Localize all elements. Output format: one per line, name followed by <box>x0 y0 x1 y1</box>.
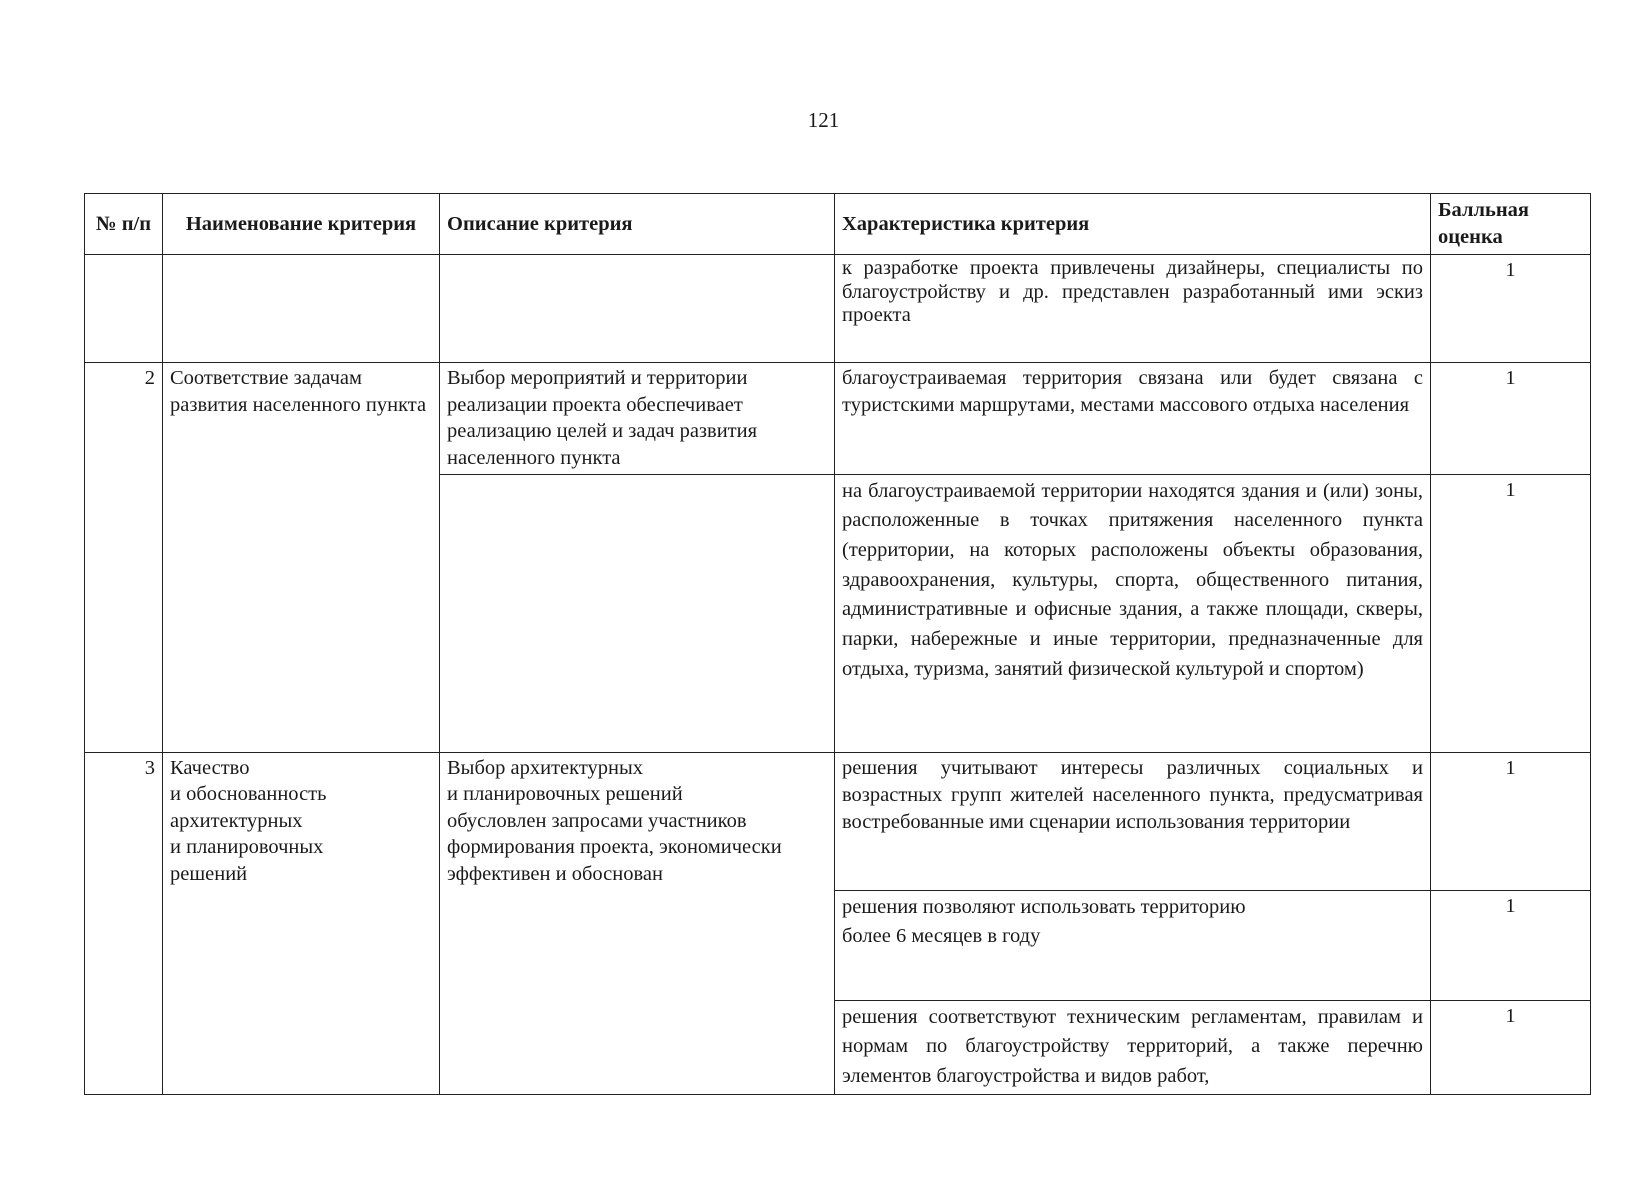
cell-name <box>163 752 440 1094</box>
cell-description <box>440 752 835 1094</box>
header-name: Наименование критерия <box>163 194 440 255</box>
header-description: Описание критерия <box>440 194 835 255</box>
name-line: решений <box>170 863 248 886</box>
page-number: 121 <box>807 108 840 132</box>
characteristic-line: более 6 месяцев в году <box>842 925 1041 948</box>
name-line: архитектурных <box>170 809 303 832</box>
cell-description <box>440 255 835 363</box>
cell-num: 3 <box>85 752 163 1094</box>
cell-score: 1 <box>1431 255 1591 363</box>
header-characteristic: Характеристика критерия <box>835 194 1431 255</box>
cell-characteristic: к разработке проекта привлечены дизайнеры, специалисты по благоустройству и др. представлен разработанный ими эскиз проекта <box>835 255 1431 363</box>
cell-name <box>163 255 440 363</box>
cell-score: 1 <box>1431 890 1591 1000</box>
cell-description <box>440 474 835 752</box>
table-row <box>85 255 1591 363</box>
cell-score: 1 <box>1431 752 1591 890</box>
description-line: и планировочных решений <box>447 783 683 806</box>
description-line: эффективен и обоснован <box>447 863 663 886</box>
cell-name: Соответствие задачам развития населенного пункта <box>163 363 440 753</box>
criteria-table <box>84 193 1591 1095</box>
table-row <box>85 363 1591 475</box>
name-line: и обоснованность <box>170 783 327 806</box>
header-score: Балльная оценка <box>1431 194 1591 255</box>
cell-num: 2 <box>85 363 163 753</box>
cell-score: 1 <box>1431 363 1591 475</box>
name-line: Качество <box>170 756 250 779</box>
cell-characteristic <box>835 890 1431 1000</box>
cell-score: 1 <box>1431 1000 1591 1094</box>
cell-characteristic: благоустраиваемая территория связана или будет связана с туристскими маршрутами, местами массового отдыха населения <box>835 363 1431 475</box>
description-line: обусловлен запросами участников <box>447 809 747 832</box>
table-row <box>85 752 1591 890</box>
cell-characteristic: на благоустраиваемой территории находятся здания и (или) зоны, расположенные в точках притяжения населенного пункта (территории, на которых расположены объекты образования, здравоохранения, культуры, спорта, общественного питания, административные и офисные здания, а также площади, скверы, парки, набережные и иные территории, предназначенные для отдыха, туризма, занятий физической культурой и спортом) <box>835 474 1431 752</box>
cell-characteristic: решения учитывают интересы различных социальных и возрастных групп жителей населенного пункта, предусматривая востребованные ими сценарии использования территории <box>835 752 1431 890</box>
characteristic-line: решения позволяют использовать территорию <box>842 895 1246 918</box>
description-line: Выбор архитектурных <box>447 756 644 779</box>
cell-score: 1 <box>1431 474 1591 752</box>
cell-num <box>85 255 163 363</box>
table-header-row <box>85 194 1591 255</box>
header-num: № п/п <box>85 194 163 255</box>
cell-characteristic: решения соответствуют техническим регламентам, правилам и нормам по благоустройству территорий, а также перечню элементов благоустройства и видов работ, <box>835 1000 1431 1094</box>
name-line: и планировочных <box>170 836 324 859</box>
cell-description: Выбор мероприятий и территории реализации проекта обеспечивает реализацию целей и задач развития населенного пункта <box>440 363 835 475</box>
description-line: формирования проекта, экономически <box>447 836 782 859</box>
